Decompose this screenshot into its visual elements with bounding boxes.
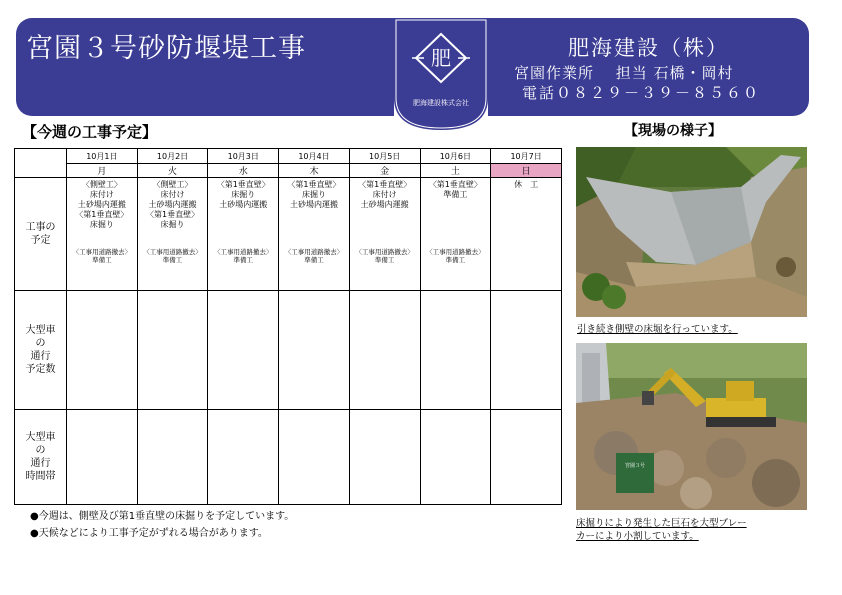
corner-cell [15,149,67,178]
time-cell [349,410,420,505]
time-cell [67,410,138,505]
plan-cell: 〈第1垂直壁〉 床掘り 土砂場内運搬 〈工事用道路撤去〉 準備工 [208,178,279,291]
phone-number: 電話０８２９－３９－８５６０ [522,84,761,102]
time-cell [420,410,491,505]
count-cell [137,291,208,410]
weekday-cell: 金 [349,164,420,178]
plan-cell: 〈側壁工〉 床付け 土砂場内運搬 〈第1垂直壁〉 床掘り 〈工事用道路撤去〉 準備工 [137,178,208,291]
weekday-row [15,164,562,178]
logo-mark: 肥 [431,46,451,70]
count-cell [67,291,138,410]
photo-sign-text: 宮園３号 [624,463,646,469]
company-banner [488,18,809,116]
title-banner [16,18,394,116]
count-cell [491,291,562,410]
weekday-cell: 月 [67,164,138,178]
time-cell [491,410,562,505]
site-photo-side-wall [576,147,807,317]
weekday-cell: 水 [208,164,279,178]
date-cell: 10月6日 [420,149,491,164]
photo-heading: 【現場の様子】 [624,123,722,139]
date-cell: 10月2日 [137,149,208,164]
weekday-cell: 土 [420,164,491,178]
time-cell [137,410,208,505]
count-cell [349,291,420,410]
count-cell [279,291,350,410]
weekday-cell-sunday: 日 [491,164,562,178]
date-cell: 10月3日 [208,149,279,164]
count-cell [420,291,491,410]
count-cell [208,291,279,410]
project-title: 宮園３号砂防堰堤工事 [26,33,306,64]
weekly-schedule-table [14,148,562,505]
photo-caption-1: 引き続き側壁の床堀を行っています。 [577,324,738,335]
plan-cell: 〈第1垂直壁〉 準備工 〈工事用道路撤去〉 準備工 [420,178,491,291]
note-weather: ●天候などにより工事予定がずれる場合があります。 [30,528,268,539]
plan-row-label: 工事の 予定 [15,178,67,291]
plan-row [15,178,562,291]
date-row [15,149,562,164]
plan-cell: 〈第1垂直壁〉 床付け 土砂場内運搬 〈工事用道路撤去〉 準備工 [349,178,420,291]
weekday-cell: 火 [137,164,208,178]
site-photo-excavator [576,343,807,510]
date-cell: 10月4日 [279,149,350,164]
time-cell [279,410,350,505]
large-vehicle-time-label: 大型車 の 通行 時間帯 [15,410,67,505]
company-name: 肥海建設（株） [568,36,729,60]
photo-caption-2: 床掘りにより発生した巨石を大型ブレー カーにより小割しています。 [576,518,747,542]
plan-cell-sunday: 休 工 [491,178,562,291]
note-this-week: ●今週は、側壁及び第1垂直壁の床掘りを予定しています。 [30,511,295,522]
date-cell: 10月7日 [491,149,562,164]
time-cell [208,410,279,505]
company-logo [394,18,488,130]
large-vehicle-time-row [15,410,562,505]
date-cell: 10月1日 [67,149,138,164]
schedule-heading: 【今週の工事予定】 [22,123,158,141]
large-vehicle-count-row [15,291,562,410]
large-vehicle-count-label: 大型車 の 通行 予定数 [15,291,67,410]
date-cell: 10月5日 [349,149,420,164]
plan-cell: 〈第1垂直壁〉 床掘り 土砂場内運搬 〈工事用道路撤去〉 準備工 [279,178,350,291]
weekday-cell: 木 [279,164,350,178]
office-contact: 宮園作業所 担当 石橋・岡村 [514,64,734,82]
logo-company-text: 肥海建設株式会社 [413,99,469,107]
plan-cell: 〈側壁工〉 床付け 土砂場内運搬 〈第1垂直壁〉 床掘り 〈工事用道路撤去〉 準備工 [67,178,138,291]
